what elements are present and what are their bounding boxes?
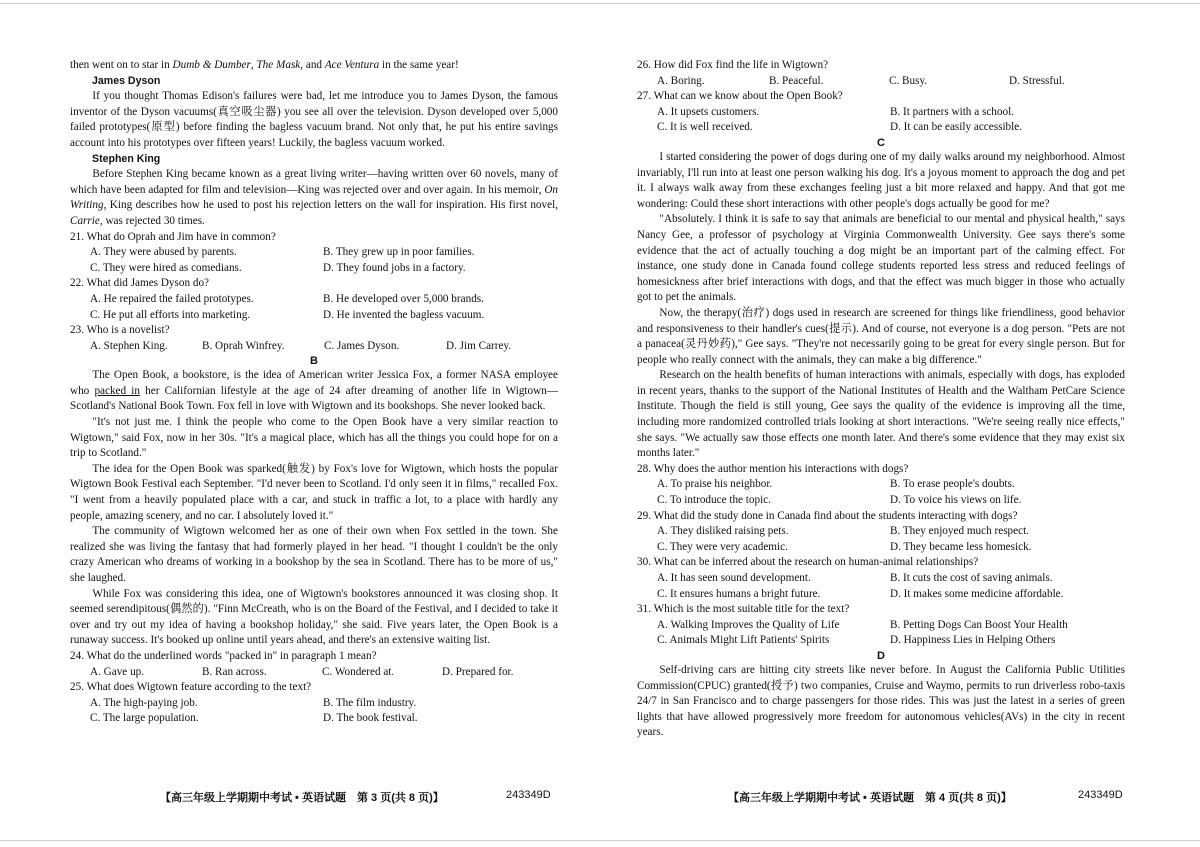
option-d[interactable]: D. They found jobs in a factory. (323, 261, 466, 274)
question-stem: 24. What do the underlined words "packed in" in paragraph 1 mean? (70, 649, 377, 662)
option-c[interactable]: C. James Dyson. (324, 339, 400, 352)
option-a[interactable]: A. Gave up. (90, 665, 145, 678)
question-stem: 21. What do Oprah and Jim have in common? (70, 230, 276, 243)
option-a[interactable]: A. It upsets customers. (657, 105, 760, 118)
option-a[interactable]: A. Boring. (657, 74, 705, 87)
question-27 (637, 89, 1125, 136)
option-b[interactable]: B. The film industry. (323, 696, 417, 709)
question-stem: 26. How did Fox find the life in Wigtown? (637, 59, 829, 71)
option-c[interactable]: C. It ensures humans a bright future. (657, 587, 821, 600)
option-b[interactable]: B. Oprah Winfrey. (202, 339, 285, 352)
intro-line: then went on to star in Dumb & Dumber, The Mask, and Ace Ventura in the same year! (70, 59, 459, 71)
dyson-heading: James Dyson (92, 74, 161, 87)
question-stem: 22. What did James Dyson do? (70, 277, 209, 290)
question-stem: 23. Who is a novelist? (70, 324, 170, 337)
d-paragraph-1: Self-driving cars are hitting city streets like never before. In August the California Public Utilities Commission(CPUC) granted(授予) two companies, Cruise and Waymo, permits to run driverless robo-taxis 24/7 in San Francisco and to charge passengers for those rides. This was just the latest in a series of green lights that have allowed progressively more freedom for autonomous vehicles(AVs) in the city in recent years. (637, 663, 1125, 739)
question-stem: 27. What can we know about the Open Book? (637, 90, 843, 103)
option-c[interactable]: C. They were hired as comedians. (90, 261, 242, 274)
question-28 (637, 462, 1125, 509)
question-26 (637, 58, 1125, 89)
option-b[interactable]: B. They grew up in poor families. (323, 246, 475, 259)
option-a[interactable]: A. They disliked raising pets. (657, 525, 789, 538)
option-c[interactable]: C. Busy. (889, 74, 928, 87)
question-stem: 25. What does Wigtown feature according to the text? (70, 681, 312, 694)
underlined-phrase: packed in (94, 384, 140, 397)
option-c[interactable]: C. It is well received. (657, 121, 753, 134)
option-d[interactable]: D. It can be easily accessible. (890, 121, 1023, 134)
option-b[interactable]: B. It cuts the cost of saving animals. (890, 572, 1053, 584)
option-d[interactable]: D. Stressful. (1009, 74, 1065, 87)
question-23 (70, 323, 558, 354)
option-c[interactable]: C. He put all efforts into marketing. (90, 308, 251, 321)
question-stem: 31. Which is the most suitable title for the text? (637, 603, 850, 616)
option-a[interactable]: A. The high-paying job. (90, 696, 198, 709)
option-c[interactable]: C. They were very academic. (657, 540, 788, 553)
option-d[interactable]: D. It makes some medicine affordable. (890, 587, 1064, 600)
option-d[interactable]: D. He invented the bagless vacuum. (323, 308, 485, 321)
dyson-paragraph: If you thought Thomas Edison's failures were bad, let me introduce you to James Dyson, the famous inventor of the Dyson vacuums(真空吸尘器) you see all over the television. Dyson developed over 5,000 failed prototypes(原型) before finding the bagless vacuum brand. Not only that, he put his entire savings account into his prototypes over fifteen years! Luckily, the bagless vacuum worked. (70, 90, 558, 149)
page-3-footer: 【高三年级上学期期中考试 • 英语试题 第 3 页(共 8 页)】 (160, 792, 444, 804)
option-b[interactable]: B. Petting Dogs Can Boost Your Health (890, 618, 1068, 631)
question-25 (70, 680, 558, 727)
option-a[interactable]: A. Stephen King. (90, 339, 168, 352)
c-paragraph-4: Research on the health benefits of human interactions with animals, especially with dogs, has exploded in recent years, thanks to the support of the National Institutes of Health and the Waltham PetCare Science Institute. Though the field is still young, Gee says the quality of the evidence is improving all the time, including more randomized controlled trials looking at short interactions. "We're seeing really nice effects," she says. "We actually saw those effects one month later. And there's some evidence that they may exist six months later." (637, 369, 1125, 460)
option-d[interactable]: D. Prepared for. (442, 665, 514, 678)
option-d[interactable]: D. Happiness Lies in Helping Others (890, 634, 1056, 647)
page-3-code: 243349D (506, 789, 551, 801)
question-21 (70, 230, 558, 277)
b-paragraph-4: The community of Wigtown welcomed her as one of their own when Fox settled in the town. She realized she was living the fantasy that had formerly played in her head. "I thought I couldn't be the only crazy American who dreams of working in a bookshop by the sea in Scotland. There has to be more of us," she laughed. (70, 525, 558, 584)
question-31 (637, 602, 1125, 649)
page-4-footer: 【高三年级上学期期中考试 • 英语试题 第 4 页(共 8 页)】 (728, 792, 1012, 804)
option-b[interactable]: B. Peaceful. (769, 74, 824, 87)
option-a[interactable]: A. They were abused by parents. (90, 246, 237, 259)
option-b[interactable]: B. Ran across. (202, 665, 267, 678)
option-a[interactable]: A. To praise his neighbor. (657, 478, 773, 491)
page-4-column (637, 58, 1125, 741)
question-29 (637, 509, 1125, 556)
option-a[interactable]: A. He repaired the failed prototypes. (90, 292, 254, 305)
option-b[interactable]: B. They enjoyed much respect. (890, 525, 1029, 538)
king-paragraph: Before Stephen King became known as a great living writer—having written over 60 novels, many of which have been adapted for film and television—King was rejected over and over again. In his memoir, On Writing, King describes how he used to post his rejection letters on the wall for inspiration. His first novel, Carrie, was rejected 30 times. (70, 168, 558, 227)
section-c-heading: C (877, 136, 885, 149)
option-d[interactable]: D. Jim Carrey. (446, 339, 512, 352)
b-paragraph-5: While Fox was considering this idea, one of Wigtown's bookstores announced it was closing shop. It seemed serendipitous(偶然的). "Finn McCreath, who is on the Board of the Festival, and I decided to take it over and try out my idea of having a bookshop holiday," she said. Five years later, the Open Book is a runaway success. It's booked up online until years ahead, and there's an extensive waiting list. (70, 587, 558, 647)
option-a[interactable]: A. Walking Improves the Quality of Life (657, 618, 840, 631)
top-scan-edge (0, 3, 1200, 4)
b-paragraph-2: "It's not just me. I think the people who come to the Open Book have a very similar reaction to Wigtown," said Fox, now in her 30s. "It's a magical place, which has all the things you could hope for on a trip to Scotland." (70, 416, 558, 460)
option-c[interactable]: C. Wondered at. (322, 665, 395, 678)
option-d[interactable]: D. To voice his views on life. (890, 494, 1022, 507)
option-b[interactable]: B. It partners with a school. (890, 105, 1014, 118)
option-d[interactable]: D. The book festival. (323, 712, 418, 725)
option-c[interactable]: C. To introduce the topic. (657, 494, 771, 507)
king-heading: Stephen King (92, 152, 161, 165)
c-paragraph-1: I started considering the power of dogs during one of my daily walks around my neighborhood. Almost invariably, I'll run into at least one person walking his dog. It's a joyous moment to approach the dog and pet it. I always walk away from these exchanges feeling just a bit more relaxed and happy. And that got me wondering: Could these short interactions with other people's dogs actually be good for me? (637, 150, 1125, 210)
option-c[interactable]: C. The large population. (90, 712, 199, 725)
option-b[interactable]: B. He developed over 5,000 brands. (323, 292, 484, 305)
question-stem: 29. What did the study done in Canada find about the students interacting with dogs? (637, 509, 1018, 522)
bottom-scan-edge (0, 840, 1200, 841)
option-b[interactable]: B. To erase people's doubts. (890, 478, 1015, 491)
option-a[interactable]: A. It has seen sound development. (657, 572, 811, 584)
c-paragraph-3: Now, the therapy(治疗) dogs used in research are screened for things like friendliness, good behavior and responsiveness to their handler's cues(提示). And of course, not everyone is a dog person. "Pets are not a panacea(灵丹妙药)," Gee says. "They're not necessarily going to be great for every single person. But for people who really connect with the animals, they can make a big difference." (637, 306, 1125, 366)
option-c[interactable]: C. Animals Might Lift Patients' Spirits (657, 634, 830, 647)
page-4-code: 243349D (1078, 789, 1123, 801)
question-stem: 30. What can be inferred about the research on human-animal relationships? (637, 556, 979, 569)
section-d-heading: D (877, 649, 885, 662)
page-3-column (70, 58, 558, 727)
question-22 (70, 276, 558, 323)
option-d[interactable]: D. They became less homesick. (890, 540, 1032, 553)
question-stem: 28. Why does the author mention his interactions with dogs? (637, 462, 909, 475)
question-30 (637, 555, 1125, 602)
b-paragraph-3: The idea for the Open Book was sparked(触发) by Fox's love for Wigtown, which hosts the popular Wigtown Book Festival each September. "I'd never been to Scotland. I'd only seen it in films," recalled Fox. "I went from a heavily populated place with a car, and stuck in traffic a lot, to a place with hardly any people, amazing scenery, and no car. I absolutely loved it." (70, 462, 558, 522)
c-paragraph-2: "Absolutely. I think it is safe to say that animals are beneficial to our mental and physical health," says Nancy Gee, a professor of psychology at Virginia Commonwealth University. Gee says there's some evidence that the act of actually touching a dog might be an important part of the calming effect. For instance, one study done in Canada found college students reported less stress and reduced feelings of homesickness after brief interactions with dogs, and that the effect was much bigger in those who actually got to pet the animals. (637, 213, 1125, 304)
b-paragraph-1: The Open Book, a bookstore, is the idea of American writer Jessica Fox, a former NASA employee who packed in her Californian lifestyle at the age of 24 after dreaming of another life in Wigtown—Scotland's National Book Town. Fox fell in love with Wigtown and its bookshops. She never looked back. (70, 369, 558, 413)
section-b-heading: B (310, 355, 318, 368)
question-24 (70, 649, 558, 680)
